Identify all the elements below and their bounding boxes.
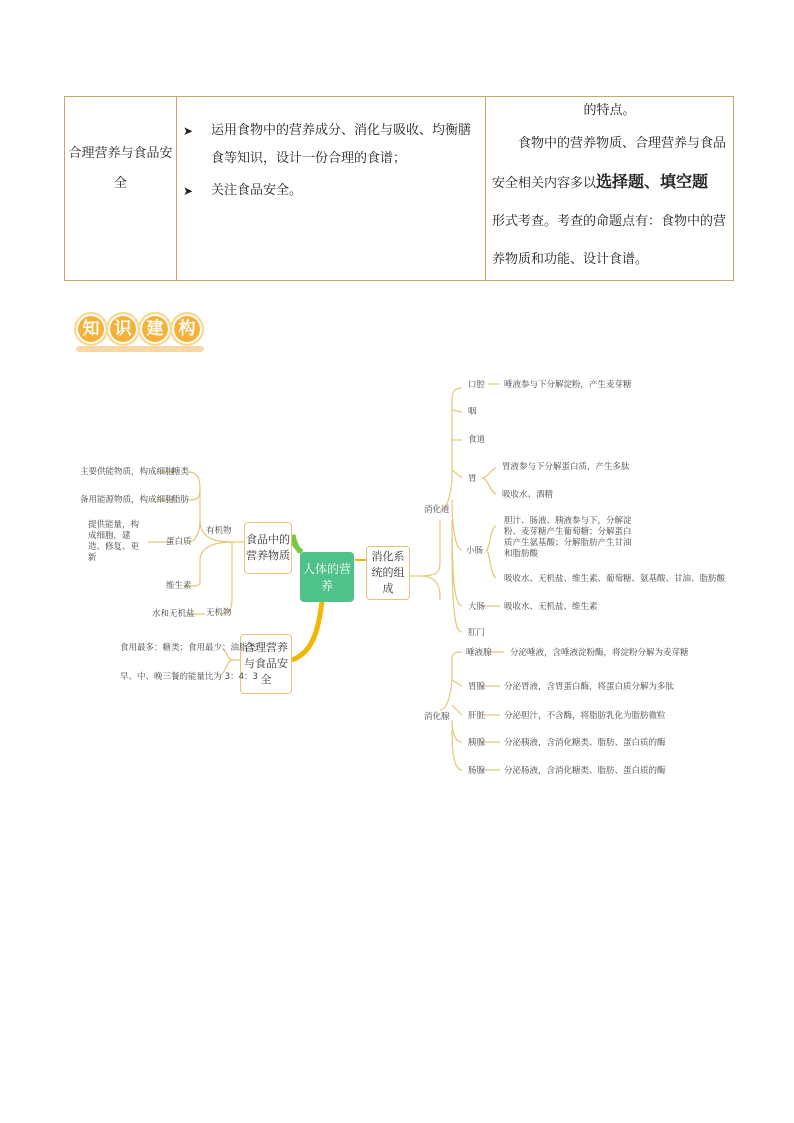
node-digestive-system: 消化系统的组成 [366, 546, 410, 600]
node-vitamin: 维生素 [166, 581, 192, 591]
node-pancreas: 胰腺 [468, 738, 486, 748]
node-inorganic: 无机物 [206, 608, 232, 618]
topic-table [64, 96, 734, 281]
node-li-desc: 吸收水、无机盐、维生素 [504, 602, 598, 612]
analysis-line-3: 形式考查。考查的命题点有：食物中的营养物质和功能、设计食谱。 [492, 214, 727, 267]
requirement-item [177, 177, 485, 205]
requirements-cell [177, 97, 486, 281]
requirements-list [177, 117, 485, 205]
section-header [74, 312, 214, 352]
node-liver-desc: 分泌胆汁，不含酶，将脂肪乳化为脂肪微粒 [504, 711, 666, 721]
node-protein-desc: 提供能量，构成细胞，建造、修复、更新 [88, 520, 140, 563]
node-tract: 消化道 [424, 505, 450, 515]
mind-map [0, 360, 794, 790]
node-salivary-desc: 分泌唾液，含唾液淀粉酶，将淀粉分解为麦芽糖 [510, 648, 689, 658]
node-esophagus: 食道 [468, 435, 486, 445]
node-fat: 脂肪 [172, 495, 190, 505]
analysis-line-2 [492, 125, 727, 203]
arrow-bullet-icon: ➤ [183, 124, 194, 138]
header-underline [76, 346, 204, 352]
analysis-text [486, 97, 733, 279]
header-char-badge: 知 [74, 312, 108, 346]
node-organic: 有机物 [206, 526, 232, 536]
requirement-text: 关注食品安全。 [211, 183, 303, 198]
requirement-text: 运用食物中的营养成分、消化与吸收、均衡膳食等知识，设计一份合理的食谱； [211, 123, 472, 166]
header-char-badge: 构 [170, 312, 204, 346]
node-si-desc-1: 胆汁、肠液、胰液参与下，分解淀粉、麦芽糖产生葡萄糖；分解蛋白质产生氨基酸；分解脂肪产生甘油和脂肪酸 [504, 516, 632, 559]
node-fat-desc: 备用能源物质，构成细胞 [80, 495, 174, 505]
node-glands: 消化腺 [424, 712, 450, 722]
node-nutrients: 食品中的营养物质 [244, 522, 292, 574]
mind-map-root: 人体的营养 [300, 552, 354, 602]
node-small-intestine: 小肠 [466, 546, 484, 556]
node-intestinal: 肠腺 [468, 766, 486, 776]
node-pancreas-desc: 分泌胰液，含消化糖类、脂肪、蛋白质的酶 [504, 738, 666, 748]
node-diet-2: 早、中、晚三餐的能量比为 3：4：3 [120, 672, 258, 682]
node-liver: 肝脏 [468, 711, 486, 721]
node-stomach: 胃 [468, 474, 477, 484]
question-type-highlight: 选择题、填空题 [596, 172, 709, 191]
topic-text: 合理营养与食品安全 [68, 146, 173, 191]
node-si-desc-2: 吸收水、无机盐、维生素、葡萄糖、氨基酸、甘油、脂肪酸 [504, 574, 726, 584]
analysis-cell [486, 97, 734, 281]
topic-cell [65, 97, 177, 281]
node-pharynx: 咽 [468, 407, 477, 417]
node-nutrition-safety: 合理营养与食品安全 [240, 634, 292, 694]
node-mouth-desc: 唾液参与下分解淀粉，产生麦芽糖 [504, 380, 632, 390]
requirement-item [177, 117, 485, 173]
node-diet-1: 食用最多：糖类；食用最少：油脂类 [120, 643, 257, 653]
header-char-badge: 建 [138, 312, 172, 346]
header-char-badge: 识 [106, 312, 140, 346]
right-brackets [408, 384, 504, 770]
node-anus: 肛门 [468, 628, 486, 638]
node-stomach-desc-1: 胃液参与下分解蛋白质，产生多肽 [502, 462, 630, 472]
node-intestinal-desc: 分泌肠液，含消化糖类、脂肪、蛋白质的酶 [504, 766, 666, 776]
node-stomach-desc-2: 吸收水、酒精 [502, 490, 554, 500]
node-sugar-desc: 主要供能物质，构成细胞 [80, 467, 174, 477]
node-gastric-desc: 分泌胃液，含胃蛋白酶，将蛋白质分解为多肽 [504, 682, 675, 692]
arrow-bullet-icon: ➤ [183, 184, 194, 198]
node-water-salt: 水和无机盐 [152, 609, 195, 619]
node-mouth: 口腔 [468, 380, 486, 390]
node-gastric: 胃腺 [468, 682, 486, 692]
node-protein: 蛋白质 [166, 537, 192, 547]
analysis-body: 食物中的营养物质、合理营养与食品安全相关内容多以 [492, 136, 727, 191]
node-salivary: 唾液腺 [466, 648, 492, 658]
node-sugar: 糖类 [172, 467, 190, 477]
analysis-line-1: 的特点。 [583, 103, 636, 118]
node-large-intestine: 大肠 [468, 602, 486, 612]
